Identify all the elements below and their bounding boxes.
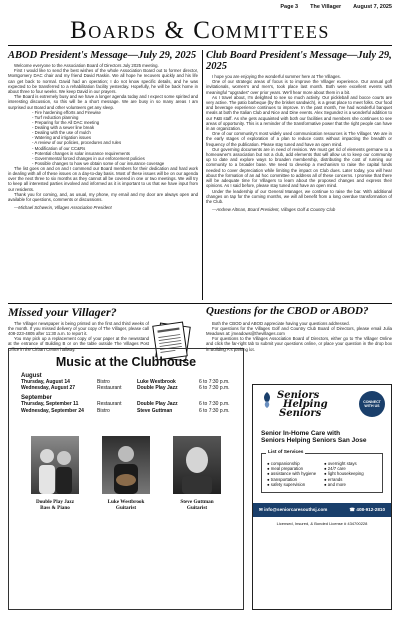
missed-paragraph: The Villager newspaper is being printed on the first and third weeks of the month. If you missed delivery of your copy of The Villager, please call 408-223-4805 after 11:30 a.m. to report it. xyxy=(8,320,149,336)
performer-photos xyxy=(21,436,231,511)
performer-name: Luke Westbrook xyxy=(107,498,145,505)
cbod-paragraph: One of our strategic areas of focus is to improve the Villager experience. Our annual golf invitationals, women's and men's, took place last month. Both were excellent events with meaningful "upgrades" over prior years. We'll hear more about them in a bit. xyxy=(206,79,392,95)
column-divider xyxy=(202,50,203,300)
cbod-paragraph: One of our community's most widely used communication resources is The Villager. We are in the early stages of exploration of a plan to reduce costs without impacting the breadth or frequency of the publication. Please stay tuned and have an open mind. xyxy=(206,131,392,147)
service-item: ● safety supervision xyxy=(267,482,305,487)
month-heading: September xyxy=(21,395,53,402)
ad-headline: Seniors Helping Seniors San Jose xyxy=(261,437,367,445)
performer-role: Guitarist xyxy=(115,504,137,511)
connect-badge[interactable]: CONNECT WITH US xyxy=(359,391,385,417)
music-box xyxy=(8,348,244,610)
list-item: - Preparing for the All DAC meeting xyxy=(32,120,100,126)
abod-message xyxy=(8,50,198,210)
list-item: - Potential changes in solar insurance requirements xyxy=(32,150,130,156)
service-item: ● meal preparation xyxy=(267,466,303,471)
service-item: ● transportation xyxy=(267,477,297,482)
service-item: ● light housekeeping xyxy=(324,471,364,476)
questions-section xyxy=(206,306,392,352)
mail-icon: ✉ xyxy=(259,506,265,512)
abod-list xyxy=(8,110,198,166)
month-heading: August xyxy=(21,373,42,379)
list-item: - Modification of our CC&Rs xyxy=(32,145,86,151)
list-item: - Governmental forced changes in our enforcement policies xyxy=(32,155,145,161)
list-item: - Possible changes to how we obtain some of our insurance coverage xyxy=(32,160,165,166)
event-row: Thursday, September 11 Restaurant Double Play Jazz 6 to 7:30 p.m. xyxy=(21,401,230,408)
performer-role: Bass & Piano xyxy=(40,504,70,511)
service-item: ● errands xyxy=(324,477,342,482)
list-item: - Fire hardening efforts and Firewise xyxy=(32,109,101,115)
list-item: - A review of our policies, procedures and rules xyxy=(32,140,122,146)
contact-bar xyxy=(253,503,391,517)
ad-logo: Seniors Helping Seniors xyxy=(277,390,328,419)
list-item: - Turf reduction planning xyxy=(32,114,79,120)
abod-paragraph: First I would like to send the best wishes of the whole Association Board out to former director, Montgomery DAC chair and my friend David Raskin. We all hope he recovers quickly and his life can get back to normal. David had an operation; I do not know specific details, and he was expected to be transferred to a rehabilitation facility yesterday. Hopefully, he will be back home in about three to four weeks. We keep David in our prayers. xyxy=(8,68,198,95)
music-title: Music at the Clubhouse xyxy=(55,355,197,369)
cbod-paragraph: As I travel about, I'm delighted to see so much activity. Our pickleball and bocce courts are very active. The patio barbeque (by the brisket sandwich), is a great place to meet folks. Our food and beverage experience continues to improve. In the past month, I've had wonderful banquet meals at both the Italian Club and Nice and Dine events. Alex Segundez is a wonderful addition to our F&B staff. As she gets acquainted with both our facilities and members she continues to see areas of opportunity. This is a reminder of the transformative power that the right people can have in an organization. xyxy=(206,94,392,132)
logo-icon xyxy=(261,391,273,409)
september-schedule xyxy=(21,395,231,413)
list-item: - Watering and irrigation issues xyxy=(32,135,92,141)
performer-name: Double Play Jazz xyxy=(35,498,75,505)
service-item: ● overnight stays xyxy=(324,461,357,466)
event-row: Wednesday, August 27 Restaurant Double Play Jazz 6 to 7:30 p.m. xyxy=(21,385,230,392)
abod-paragraph: Welcome everyone to the Association Board of Directors July 2025 meeting. xyxy=(14,63,159,69)
performer-photo xyxy=(102,436,150,494)
abod-paragraph: The Board is extremely busy and we have a longer agenda today and I expect some spirited and interesting discussion, so this will be a short message. We are busy in so many areas I am surprised our Board and other volunteers get any sleep. xyxy=(8,94,198,110)
performer-photo xyxy=(173,436,221,494)
phone-icon: ☎ xyxy=(349,506,357,512)
performer xyxy=(96,436,156,511)
seniors-ad xyxy=(252,384,392,610)
service-item: ● assistance with hygiene xyxy=(267,471,316,476)
email-link[interactable]: ✉ info@seniorcaresouthsj.com xyxy=(259,506,328,512)
august-schedule xyxy=(21,373,231,391)
services-title: List of Services xyxy=(268,449,304,455)
list-item: - Dealing with the use of mulch xyxy=(32,130,91,136)
questions-title: Questions for the CBOD or ABOD? xyxy=(206,305,369,317)
phone-link[interactable]: ☎ 408-912-2810 xyxy=(349,506,385,512)
performer xyxy=(25,436,85,511)
missed-title: Missed your Villager? xyxy=(8,305,117,319)
performer-photo xyxy=(31,436,79,494)
cbod-paragraph: I hope you are enjoying the wonderful summer here at The Villages. xyxy=(212,74,341,80)
missed-paragraph: You may pick up a replacement copy of your paper at the newsstand at the entrance of Building B or on the table outside The Villages Post Office in the Cirbart Center hallway. xyxy=(8,336,149,352)
services-box xyxy=(261,449,383,493)
service-item: ● companionship xyxy=(267,461,300,466)
section-divider xyxy=(8,303,392,304)
questions-paragraph: Both the CBOD and ABOD appreciate having your questions addressed. xyxy=(212,320,350,326)
performer-role: Guitarist xyxy=(186,504,208,511)
cbod-title: Club Board President's Message—July 29, 2025 xyxy=(206,50,392,73)
section-title: Boards & Committees xyxy=(8,16,392,46)
abod-title: ABOD President's Message—July 29, 2025 xyxy=(8,50,197,61)
page-header xyxy=(8,4,392,13)
event-row: Thursday, August 14 Bistro Luke Westbrook 6 to 7:30 p.m. xyxy=(21,379,230,385)
abod-paragraph: The list goes on and on and I commend our Board members for their dedication and hard work in dealing with all of these issues on a day-to-day basis. Most of these issues will be on our agenda over the next three to six months as they cannot all be covered in one or two meetings. We will try to keep all interested parties involved and informed as it is important to us that we have input from our residents. xyxy=(8,165,198,192)
list-item: - Dealing with a sewer line break xyxy=(32,125,95,131)
cbod-message xyxy=(206,50,392,212)
cbod-paragraph: Under the leadership of our General Manager, we continue to raise the bar. With additional changes on tap for the coming months, we will all benefit from a long overdue transformation of the Club. xyxy=(206,188,392,204)
services-list xyxy=(324,461,377,488)
performer xyxy=(167,436,227,511)
cbod-signature: —Andrew Altman, Board President, Villages Golf & Country Club xyxy=(212,207,336,213)
page-number: Page 3 xyxy=(280,4,299,10)
service-item: ● and more xyxy=(324,482,346,487)
license-text: Licensed, Insured, & Bonded License # 434700228 xyxy=(276,520,368,526)
performer-name: Steve Guttman xyxy=(180,498,214,505)
questions-paragraph: For questions to the Villages Association Board of Directors, either go to The Villager Online and click the far-right tab to submit your questions online, or place your question in the drop box in Building A's parking lot. xyxy=(206,336,392,352)
ad-headline: Senior In-Home Care with xyxy=(261,430,341,437)
abod-paragraph: Thank you for coming, and, as usual, my phone, my email and my door are always open and available for questions, comments or discussions. xyxy=(8,191,198,203)
event-row: Wednesday, September 24 Bistro Steve Guttman 6 to 7:30 p.m. xyxy=(21,407,230,414)
abod-signature: —Michael Schwerin, Villages Association President xyxy=(14,205,112,211)
service-item: ● 24/7 care xyxy=(324,466,346,471)
services-list xyxy=(267,461,320,488)
cbod-paragraph: Our governing documents are in need of revision. We must get rid of elements germane to a homeowner's association but not a club, add elements that will allow us to keep our community up to date and explore ways to broaden membership, distributing the cost of running our community to a broader base. We need to develop a mechanism to raise the capital funds needed to cover depreciation while limiting the impact on Club dues. Later today, you will hear about the formation of an ad hoc committee to address all of these concerns. I promise that there will be adequate time for Villagers to learn about the proposed changes and express their opinions. As I said before, please stay tuned and have an open mind. xyxy=(206,146,392,189)
questions-paragraph: For questions for the Villages Golf and Country Club Board of Directors, please email Julia Meadows at: jmeadows@thevillages.com xyxy=(206,325,392,336)
issue-date: August 7, 2025 xyxy=(353,4,392,10)
paper-name: The Villager xyxy=(310,4,342,10)
